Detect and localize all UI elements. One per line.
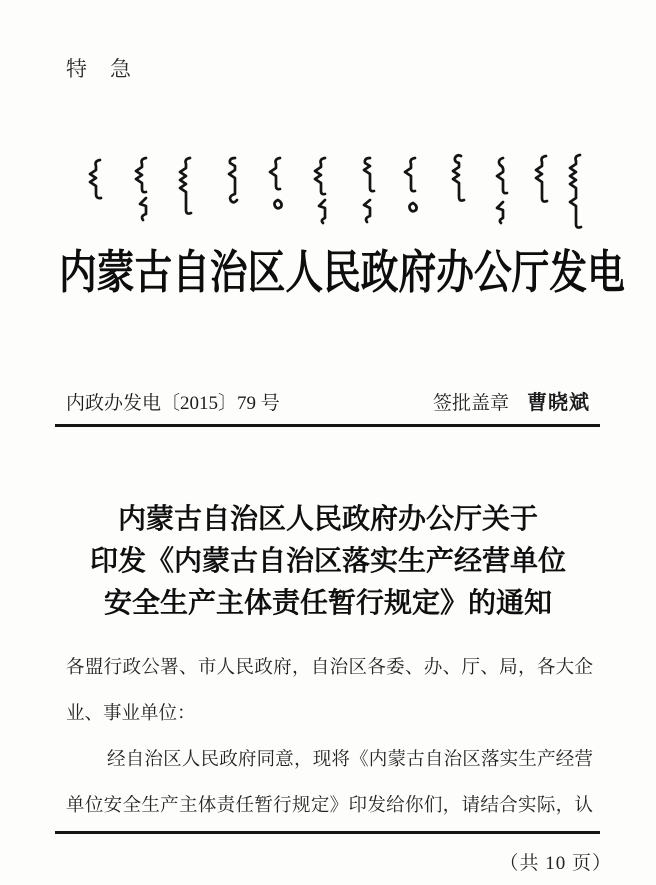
doc-info-row xyxy=(66,386,590,415)
notice-title xyxy=(0,499,656,625)
top-divider-rule xyxy=(55,424,600,427)
body-text xyxy=(66,645,593,829)
bottom-divider-rule xyxy=(55,831,600,834)
paragraph-line-2: 单位安全生产主体责任暂行规定》印发给你们，请结合实际，认 xyxy=(66,796,593,816)
signature-group xyxy=(433,386,590,415)
page-count-label: （共 10 页） xyxy=(499,853,612,874)
mongolian-script-banner xyxy=(84,150,589,242)
issuer-banner-title: 内蒙古自治区人民政府办公厅发电 xyxy=(59,247,625,298)
doc-number: 内政办发电〔2015〕79 号 xyxy=(66,393,280,414)
sign-stamp-label: 签批盖章 xyxy=(432,393,509,414)
notice-title-line-3: 安全生产主体责任暂行规定》的通知 xyxy=(103,588,552,619)
notice-title-line-1: 内蒙古自治区人民政府办公厅关于 xyxy=(117,504,538,535)
mongolian-script-glyphs xyxy=(84,150,589,242)
signer-name: 曹晓斌 xyxy=(527,392,590,414)
urgency-label: 特 急 xyxy=(66,57,132,81)
paragraph-line-1: 经自治区人民政府同意，现将《内蒙古自治区落实生产经营 xyxy=(107,750,593,770)
notice-title-line-2: 印发《内蒙古自治区落实生产经营单位 xyxy=(89,546,566,577)
salutation-line-1: 各盟行政公署、市人民政府，自治区各委、办、厅、局，各大企 xyxy=(66,658,593,678)
salutation-line-2: 业、事业单位： xyxy=(66,704,196,724)
